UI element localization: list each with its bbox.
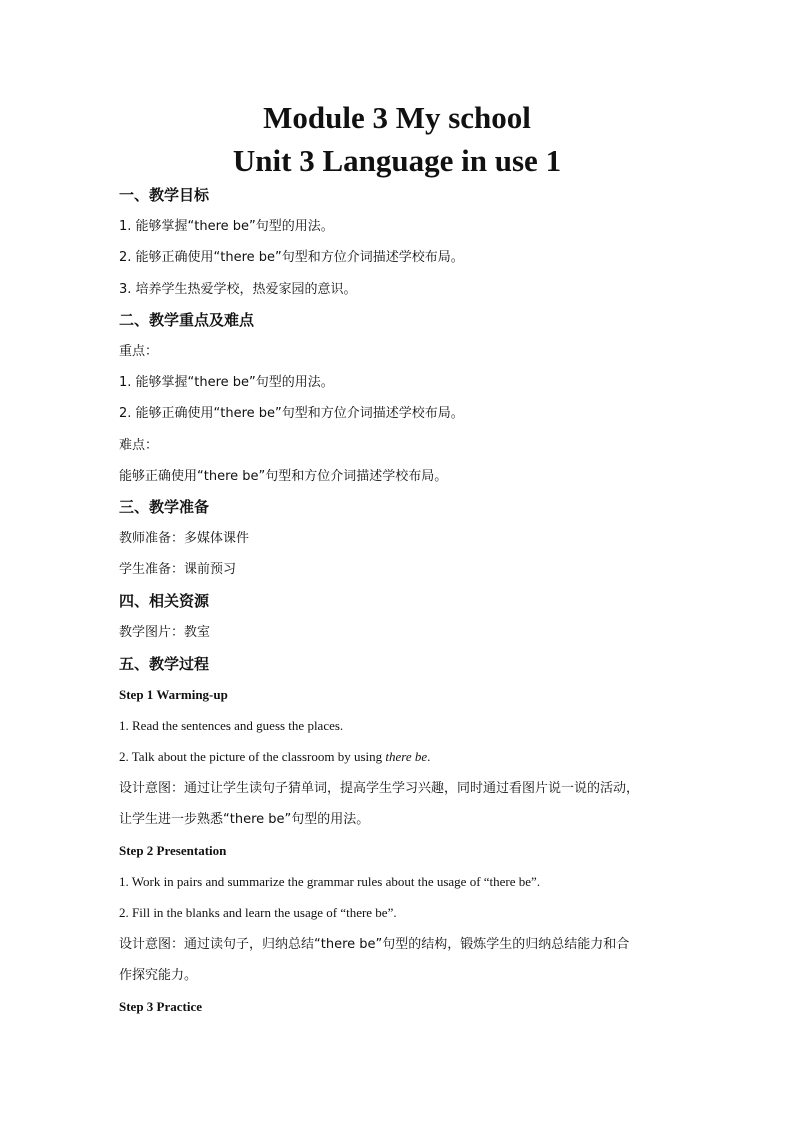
step1-item-2-emphasis: there be	[385, 749, 428, 764]
resource-text: 教学图片：教室	[119, 625, 211, 640]
difficulty-text: 能够正确使用“there be”句型和方位介词描述学校布局。	[119, 469, 448, 484]
step2-item-1: 1. Work in pairs and summarize the grammar rules about the usage of “there be”.	[119, 874, 541, 889]
step2-title: Step 2 Presentation	[119, 843, 227, 858]
key-point-item-2: 2. 能够正确使用“there be”句型和方位介词描述学校布局。	[119, 406, 464, 421]
key-points-label: 重点：	[119, 344, 159, 359]
key-point-item-1: 1. 能够掌握“there be”句型的用法。	[119, 375, 334, 390]
student-preparation: 学生准备：课前预习	[119, 562, 237, 577]
step1-item-2-text: 2. Talk about the picture of the classroom by using	[119, 749, 386, 764]
objective-item-2: 2. 能够正确使用“there be”句型和方位介词描述学校布局。	[119, 250, 464, 265]
section-heading-process: 五、教学过程	[119, 655, 210, 673]
step1-intent-line-1: 设计意图：通过让学生读句子猜单词，提高学生学习兴趣，同时通过看图片说一说的活动，	[119, 781, 640, 796]
unit-title: Unit 3 Language in use 1	[232, 143, 562, 178]
step2-intent-line-1: 设计意图：通过读句子，归纳总结“there be”句型的结构，锻炼学生的归纳总结能力和合	[119, 937, 630, 952]
step2-intent-line-2: 作探究能力。	[119, 968, 198, 983]
teacher-preparation: 教师准备：多媒体课件	[119, 531, 250, 546]
section-heading-preparation: 三、教学准备	[119, 498, 210, 516]
step1-item-2-end: .	[427, 749, 431, 764]
step2-item-2: 2. Fill in the blanks and learn the usage of “there be”.	[119, 905, 397, 920]
section-heading-objectives: 一、教学目标	[119, 186, 210, 204]
difficulty-label: 难点：	[119, 438, 159, 453]
section-heading-resources: 四、相关资源	[119, 592, 210, 610]
section-heading-key-points: 二、教学重点及难点	[119, 311, 255, 329]
step1-item-2	[119, 747, 430, 767]
objective-item-1: 1. 能够掌握“there be”句型的用法。	[119, 219, 334, 234]
module-title: Module 3 My school	[263, 100, 531, 135]
objective-item-3: 3. 培养学生热爱学校，热爱家园的意识。	[119, 282, 357, 297]
step3-title: Step 3 Practice	[119, 999, 203, 1014]
step1-intent-line-2: 让学生进一步熟悉“there be”句型的用法。	[119, 812, 370, 827]
step1-item-1: 1. Read the sentences and guess the places.	[119, 718, 344, 733]
step1-title: Step 1 Warming-up	[119, 687, 228, 702]
